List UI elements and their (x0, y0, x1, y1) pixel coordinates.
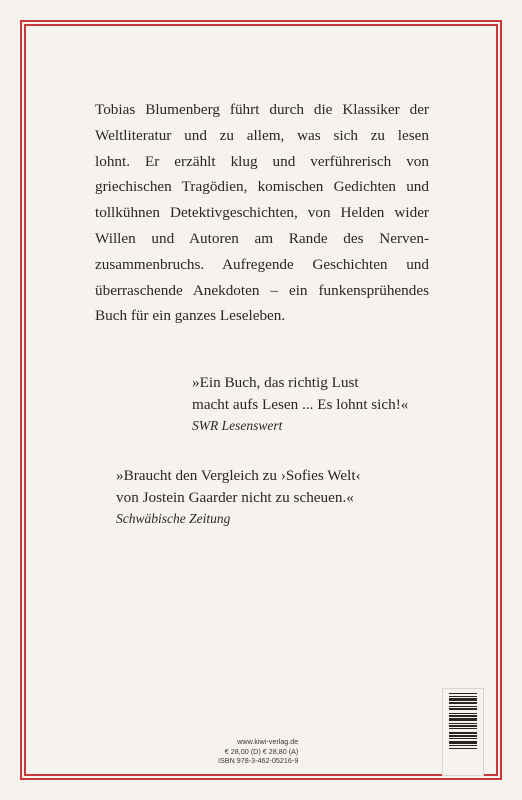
barcode-bar (449, 728, 477, 729)
quote-line: »Braucht den Vergleich zu ›Sofies Welt‹ (116, 467, 361, 484)
price-label: € 28,00 (D) € 28,80 (A) (224, 746, 299, 756)
blurb-line: Buch für ein ganzes Leseleben. (95, 307, 286, 325)
barcode-bar (449, 732, 477, 734)
quote-source: SWR Lesenswert (192, 418, 283, 433)
blurb-line: Willen und Autoren am Rande des Nerven- (95, 229, 429, 247)
barcode-bar (449, 718, 477, 721)
barcode-bar (449, 735, 477, 737)
review-quote-swr (192, 372, 408, 436)
barcode-bar (449, 696, 477, 697)
barcode-graphic (443, 689, 483, 775)
blurb-line: Tobias Blumenberg führt durch die Klassiker der (95, 101, 429, 118)
barcode-bar (449, 698, 477, 701)
barcode-bar (449, 693, 477, 694)
isbn-label: ISBN 978-3-462-05216-9 (218, 756, 299, 765)
blurb-line: lohnt. Er erzählt klug und verführerisch von (95, 152, 429, 170)
quote-line: von Jostein Gaarder nicht zu scheuen.« (116, 489, 354, 506)
barcode-bar (449, 738, 477, 739)
barcode-bar (449, 702, 477, 704)
barcode-bar (449, 723, 477, 724)
barcode-bar (449, 715, 477, 717)
barcode-bar (449, 741, 477, 744)
barcode-bar (449, 708, 477, 710)
blurb-line: tollkühnen Detektivgeschichten, von Helden wider (95, 204, 429, 222)
quote-line: »Ein Buch, das richtig Lust (192, 374, 359, 391)
barcode (442, 688, 484, 776)
quote-line: macht aufs Lesen ... Es lohnt sich!« (192, 396, 409, 413)
review-quote-schwaebische (116, 465, 361, 529)
barcode-bar (449, 713, 477, 714)
barcode-bar (449, 745, 477, 746)
blurb-line: griechischen Tragödien, komischen Gedichten und (95, 178, 429, 196)
blurb-line: überraschende Anekdoten – ein funkensprühendes (95, 281, 429, 299)
barcode-bar (449, 706, 477, 707)
blurb-line: Weltliteratur und zu allem, was sich zu lesen (95, 126, 429, 144)
colophon (218, 737, 298, 766)
barcode-bar (449, 725, 477, 727)
quote-source: Schwäbische Zeitung (116, 511, 231, 526)
publisher-website: www.kiwi-verlag.de (237, 737, 299, 746)
barcode-bar (449, 748, 477, 749)
back-cover-blurb (95, 97, 429, 329)
blurb-line: zusammenbruchs. Aufregende Geschichten und (95, 255, 429, 273)
